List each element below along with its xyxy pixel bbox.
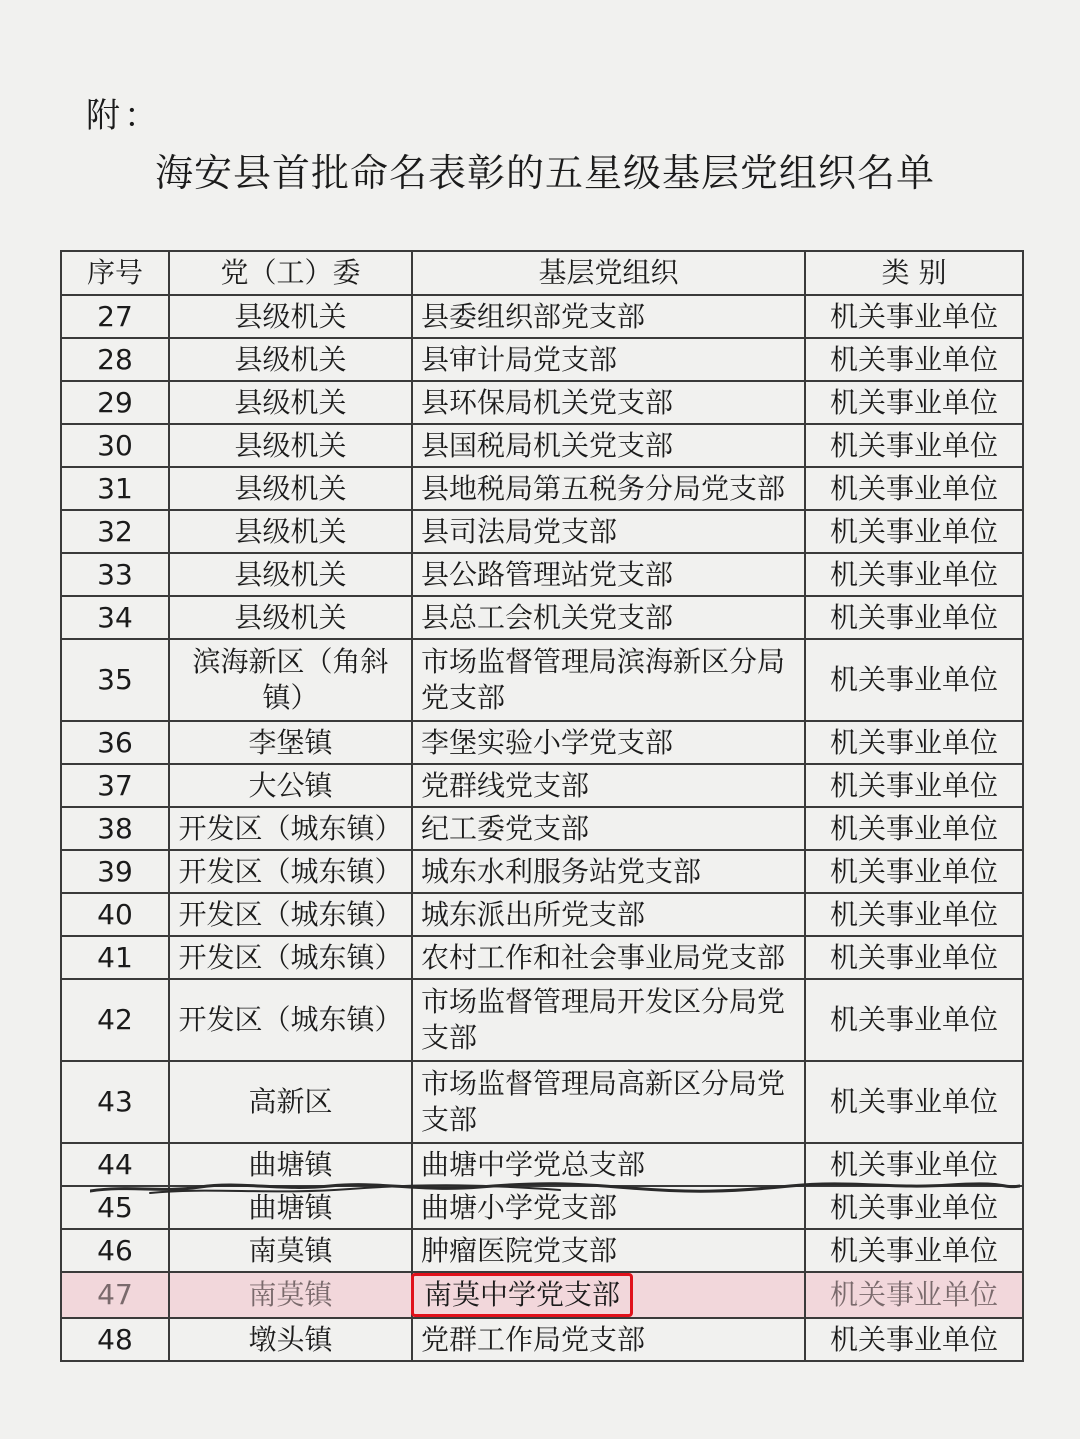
- row-category: 机关事业单位: [805, 596, 1023, 639]
- row-number: 38: [61, 807, 169, 850]
- row-number: 28: [61, 338, 169, 381]
- row-organization: 纪工委党支部: [412, 807, 805, 850]
- row-organization: 县环保局机关党支部: [412, 381, 805, 424]
- row-organization: 县公路管理站党支部: [412, 553, 805, 596]
- row-committee: 墩头镇: [169, 1318, 412, 1361]
- row-organization: 县国税局机关党支部: [412, 424, 805, 467]
- row-organization: 曲塘小学党支部: [412, 1186, 805, 1229]
- table-row: [61, 721, 1023, 764]
- row-organization: 县审计局党支部: [412, 338, 805, 381]
- row-committee: 县级机关: [169, 424, 412, 467]
- row-number: 31: [61, 467, 169, 510]
- row-number: 45: [61, 1186, 169, 1229]
- row-committee: 开发区（城东镇）: [169, 850, 412, 893]
- row-category: 机关事业单位: [805, 979, 1023, 1061]
- organization-table: [60, 250, 1024, 1362]
- row-organization: [412, 1272, 805, 1318]
- table-row: [61, 467, 1023, 510]
- row-organization: 城东派出所党支部: [412, 893, 805, 936]
- row-number: 42: [61, 979, 169, 1061]
- table-row: [61, 807, 1023, 850]
- row-category: 机关事业单位: [805, 721, 1023, 764]
- row-committee: 曲塘镇: [169, 1186, 412, 1229]
- row-category: 机关事业单位: [805, 1318, 1023, 1361]
- table-row: [61, 1143, 1023, 1186]
- table-row: [61, 338, 1023, 381]
- row-category: 机关事业单位: [805, 381, 1023, 424]
- table-row: [61, 979, 1023, 1061]
- row-category: 机关事业单位: [805, 467, 1023, 510]
- table-row: [61, 1061, 1023, 1143]
- row-committee: 高新区: [169, 1061, 412, 1143]
- row-committee: 开发区（城东镇）: [169, 807, 412, 850]
- row-category: 机关事业单位: [805, 893, 1023, 936]
- table-row: [61, 510, 1023, 553]
- row-number: 41: [61, 936, 169, 979]
- row-number: 44: [61, 1143, 169, 1186]
- row-organization: 党群线党支部: [412, 764, 805, 807]
- row-committee: 大公镇: [169, 764, 412, 807]
- row-category: 机关事业单位: [805, 850, 1023, 893]
- row-category: 机关事业单位: [805, 553, 1023, 596]
- row-number: 46: [61, 1229, 169, 1272]
- row-committee: 县级机关: [169, 295, 412, 338]
- row-number: 34: [61, 596, 169, 639]
- row-committee: 南莫镇: [169, 1229, 412, 1272]
- row-number: 32: [61, 510, 169, 553]
- table-row: [61, 936, 1023, 979]
- row-organization: 县地税局第五税务分局党支部: [412, 467, 805, 510]
- row-committee: 李堡镇: [169, 721, 412, 764]
- row-organization: 城东水利服务站党支部: [412, 850, 805, 893]
- table-header-row: [61, 251, 1023, 295]
- row-category: 机关事业单位: [805, 1272, 1023, 1318]
- row-category: 机关事业单位: [805, 295, 1023, 338]
- row-committee: 南莫镇: [169, 1272, 412, 1318]
- row-organization: 市场监督管理局滨海新区分局党支部: [412, 639, 805, 721]
- row-organization: 市场监督管理局高新区分局党支部: [412, 1061, 805, 1143]
- header-number: 序号: [61, 251, 169, 295]
- table-row: [61, 1186, 1023, 1229]
- row-category: 机关事业单位: [805, 807, 1023, 850]
- row-committee: 县级机关: [169, 338, 412, 381]
- table-row: [61, 850, 1023, 893]
- row-category: 机关事业单位: [805, 510, 1023, 553]
- highlighted-organization: 南莫中学党支部: [411, 1273, 633, 1317]
- row-number: 43: [61, 1061, 169, 1143]
- row-committee: 县级机关: [169, 381, 412, 424]
- row-committee: 开发区（城东镇）: [169, 893, 412, 936]
- row-number: 27: [61, 295, 169, 338]
- row-committee: 曲塘镇: [169, 1143, 412, 1186]
- table-row: [61, 381, 1023, 424]
- row-category: 机关事业单位: [805, 1143, 1023, 1186]
- row-committee: 县级机关: [169, 553, 412, 596]
- table-row: [61, 639, 1023, 721]
- row-organization: 农村工作和社会事业局党支部: [412, 936, 805, 979]
- row-committee: 开发区（城东镇）: [169, 936, 412, 979]
- row-committee: 开发区（城东镇）: [169, 979, 412, 1061]
- row-category: 机关事业单位: [805, 338, 1023, 381]
- row-number: 30: [61, 424, 169, 467]
- row-committee: 县级机关: [169, 467, 412, 510]
- row-number: 39: [61, 850, 169, 893]
- header-committee: 党（工）委: [169, 251, 412, 295]
- table-row: [61, 424, 1023, 467]
- row-number: 37: [61, 764, 169, 807]
- row-organization: 曲塘中学党总支部: [412, 1143, 805, 1186]
- row-committee: 滨海新区（角斜镇）: [169, 639, 412, 721]
- row-number: 48: [61, 1318, 169, 1361]
- row-category: 机关事业单位: [805, 639, 1023, 721]
- row-committee: 县级机关: [169, 510, 412, 553]
- annex-label: 附：: [86, 96, 162, 136]
- row-category: 机关事业单位: [805, 936, 1023, 979]
- table-row: [61, 893, 1023, 936]
- table-row: [61, 553, 1023, 596]
- row-organization: 县司法局党支部: [412, 510, 805, 553]
- header-organization: 基层党组织: [412, 251, 805, 295]
- table-row: [61, 1272, 1023, 1318]
- document-title: 海安县首批命名表彰的五星级基层党组织名单: [155, 151, 936, 195]
- row-number: 33: [61, 553, 169, 596]
- row-number: 40: [61, 893, 169, 936]
- row-category: 机关事业单位: [805, 1061, 1023, 1143]
- row-number: 36: [61, 721, 169, 764]
- table-row: [61, 1318, 1023, 1361]
- row-organization: 党群工作局党支部: [412, 1318, 805, 1361]
- row-number: 29: [61, 381, 169, 424]
- table-row: [61, 596, 1023, 639]
- row-committee: 县级机关: [169, 596, 412, 639]
- row-category: 机关事业单位: [805, 1229, 1023, 1272]
- table-body: [61, 295, 1023, 1361]
- row-category: 机关事业单位: [805, 1186, 1023, 1229]
- row-category: 机关事业单位: [805, 764, 1023, 807]
- table-row: [61, 1229, 1023, 1272]
- row-organization: 肿瘤医院党支部: [412, 1229, 805, 1272]
- row-organization: 市场监督管理局开发区分局党支部: [412, 979, 805, 1061]
- table-row: [61, 295, 1023, 338]
- table-row: [61, 764, 1023, 807]
- row-organization: 县委组织部党支部: [412, 295, 805, 338]
- row-category: 机关事业单位: [805, 424, 1023, 467]
- row-organization: 县总工会机关党支部: [412, 596, 805, 639]
- row-number: 35: [61, 639, 169, 721]
- row-number: 47: [61, 1272, 169, 1318]
- row-organization: 李堡实验小学党支部: [412, 721, 805, 764]
- header-category: 类 别: [805, 251, 1023, 295]
